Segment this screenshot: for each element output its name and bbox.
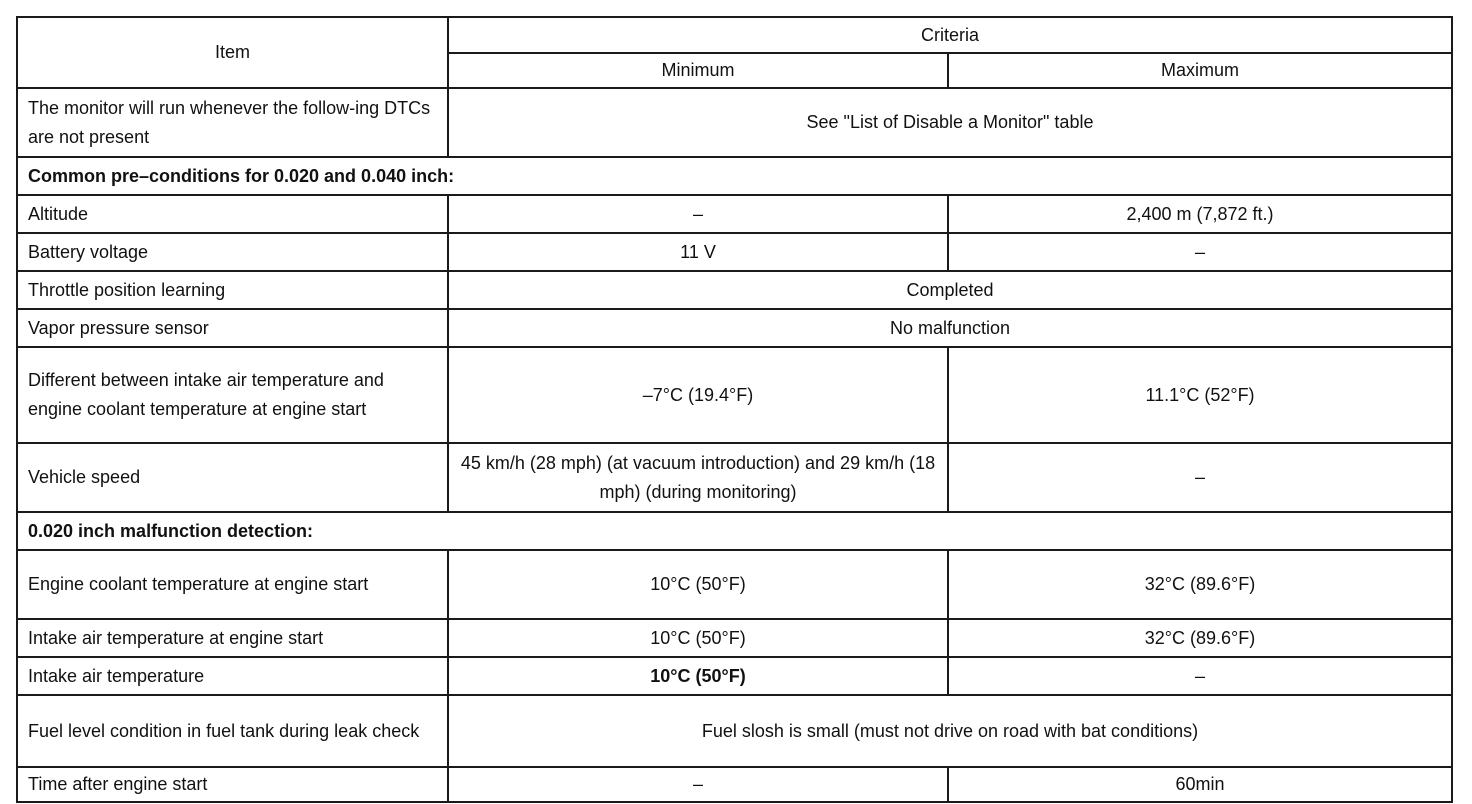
maximum-cell: –	[948, 233, 1452, 271]
table-row	[17, 271, 1452, 309]
table-row	[17, 767, 1452, 802]
item-cell: Engine coolant temperature at engine start	[17, 550, 448, 619]
table-row	[17, 695, 1452, 767]
item-cell: Vapor pressure sensor	[17, 309, 448, 347]
item-cell: Altitude	[17, 195, 448, 233]
minimum-cell: –	[448, 767, 948, 802]
maximum-cell: 11.1°C (52°F)	[948, 347, 1452, 443]
minimum-cell: 10°C (50°F)	[448, 619, 948, 657]
minimum-cell: –7°C (19.4°F)	[448, 347, 948, 443]
maximum-cell: 32°C (89.6°F)	[948, 619, 1452, 657]
item-cell: Vehicle speed	[17, 443, 448, 512]
minimum-cell: 11 V	[448, 233, 948, 271]
header-minimum: Minimum	[448, 53, 948, 88]
section-row	[17, 157, 1452, 195]
maximum-cell: 32°C (89.6°F)	[948, 550, 1452, 619]
maximum-cell: –	[948, 657, 1452, 695]
header-row-1	[17, 17, 1452, 53]
table-row	[17, 347, 1452, 443]
item-cell: The monitor will run whenever the follow-ing DTCs are not present	[17, 88, 448, 157]
item-cell: Fuel level condition in fuel tank during leak check	[17, 695, 448, 767]
section-heading: 0.020 inch malfunction detection:	[17, 512, 1452, 550]
criteria-cell: No malfunction	[448, 309, 1452, 347]
item-cell: Time after engine start	[17, 767, 448, 802]
table-row	[17, 309, 1452, 347]
table-row	[17, 233, 1452, 271]
criteria-cell: Completed	[448, 271, 1452, 309]
header-item: Item	[17, 17, 448, 88]
minimum-cell: 45 km/h (28 mph) (at vacuum introduction) and 29 km/h (18 mph) (during monitoring)	[448, 443, 948, 512]
item-cell: Throttle position learning	[17, 271, 448, 309]
header-maximum: Maximum	[948, 53, 1452, 88]
item-cell: Different between intake air temperature and engine coolant temperature at engine start	[17, 347, 448, 443]
header-criteria: Criteria	[448, 17, 1452, 53]
table-row	[17, 195, 1452, 233]
minimum-cell: –	[448, 195, 948, 233]
maximum-cell: 60min	[948, 767, 1452, 802]
criteria-cell: See "List of Disable a Monitor" table	[448, 88, 1452, 157]
maximum-cell: 2,400 m (7,872 ft.)	[948, 195, 1452, 233]
item-cell: Intake air temperature at engine start	[17, 619, 448, 657]
criteria-table	[16, 16, 1453, 803]
item-cell: Intake air temperature	[17, 657, 448, 695]
section-heading: Common pre–conditions for 0.020 and 0.040 inch:	[17, 157, 1452, 195]
table-row	[17, 619, 1452, 657]
item-cell: Battery voltage	[17, 233, 448, 271]
minimum-cell: 10°C (50°F)	[448, 657, 948, 695]
minimum-cell: 10°C (50°F)	[448, 550, 948, 619]
table-row	[17, 550, 1452, 619]
maximum-cell: –	[948, 443, 1452, 512]
section-row	[17, 512, 1452, 550]
criteria-cell: Fuel slosh is small (must not drive on road with bat conditions)	[448, 695, 1452, 767]
table-row	[17, 443, 1452, 512]
table-row	[17, 88, 1452, 157]
table-row	[17, 657, 1452, 695]
